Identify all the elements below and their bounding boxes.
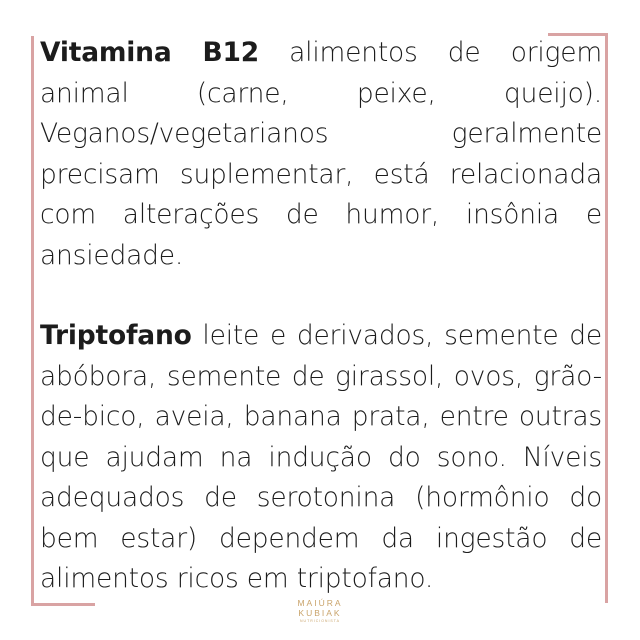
frame-right-line (605, 33, 608, 603)
term-vitamina-b12: Vitamina B12 (40, 37, 259, 68)
frame-bottom-line (31, 603, 95, 606)
logo-line-1: MAIÚRA (297, 598, 343, 608)
paragraph-vitamina-b12 (40, 33, 602, 276)
content-block (40, 33, 602, 600)
brand-logo (280, 598, 360, 624)
paragraph-text: alimentos de origem animal (carne, peixe, queijo). Veganos/vegetarianos geralmente precisam suplementar, está relacionada com alterações de humor, insônia e ansiedade. (40, 37, 602, 271)
logo-line-3: NUTRICIONISTA (300, 619, 340, 623)
frame-left-line (31, 36, 34, 606)
term-triptofano: Triptofano (40, 320, 192, 351)
paragraph-text: leite e derivados, semente de abóbora, semente de girassol, ovos, grão-de-bico, aveia, banana prata, entre outras que ajudam na indução do sono. Níveis adequados de serotonina (hormônio do bem estar) dependem da ingestão de alimentos ricos em triptofano. (40, 320, 602, 594)
paragraph-triptofano (40, 316, 602, 600)
logo-line-2: KUBIAK (298, 608, 342, 618)
